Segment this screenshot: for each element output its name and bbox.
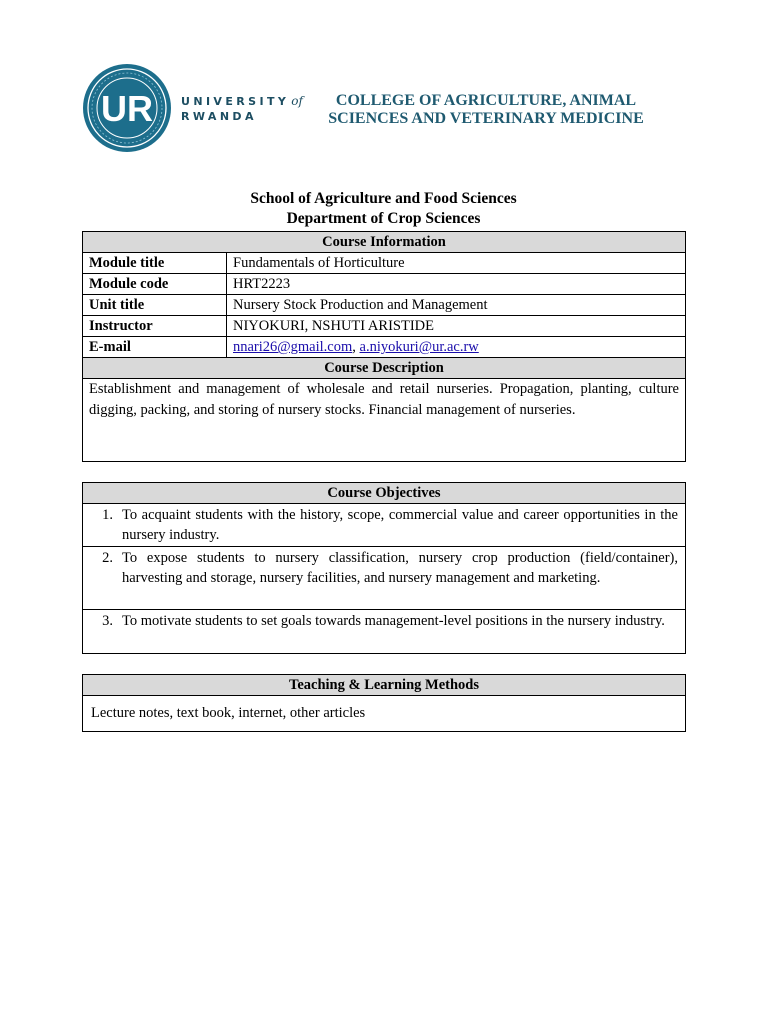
college-line-1: COLLEGE OF AGRICULTURE, ANIMAL bbox=[335, 92, 637, 109]
university-of: of bbox=[291, 94, 303, 108]
module-title-label: Module title bbox=[83, 253, 227, 274]
department-name: Department of Crop Sciences bbox=[286, 210, 481, 227]
teaching-methods-table bbox=[82, 674, 686, 732]
email-value bbox=[227, 337, 686, 358]
course-information-heading: Course Information bbox=[83, 232, 686, 253]
course-information-table bbox=[82, 231, 686, 462]
school-name: School of Agriculture and Food Sciences bbox=[250, 190, 517, 207]
college-line-2: SCIENCES AND VETERINARY MEDICINE bbox=[328, 110, 644, 127]
logo-letters: UR bbox=[101, 88, 153, 129]
instructor-value: NIYOKURI, NSHUTI ARISTIDE bbox=[227, 316, 686, 337]
school-heading bbox=[82, 189, 685, 229]
objective-text: To acquaint students with the history, scope, commercial value and career opportunities in the nursery industry. bbox=[122, 507, 678, 543]
university-word: UNIVERSITY bbox=[181, 95, 290, 108]
teaching-methods-heading: Teaching & Learning Methods bbox=[83, 675, 686, 696]
course-description-text: Establishment and management of wholesale and retail nurseries. Propagation, planting, culture digging, packing, and storing of nursery stocks. Financial management of nurseries. bbox=[83, 379, 686, 462]
objective-number: 3. bbox=[102, 613, 113, 629]
course-description-heading: Course Description bbox=[83, 358, 686, 379]
email-link-gmail[interactable]: nnari26@gmail.com bbox=[233, 339, 353, 355]
module-code-value: HRT2223 bbox=[227, 274, 686, 295]
teaching-methods-text: Lecture notes, text book, internet, other articles bbox=[83, 696, 686, 732]
instructor-label: Instructor bbox=[83, 316, 227, 337]
objective-number: 1. bbox=[102, 507, 113, 523]
objective-text: To expose students to nursery classification, nursery crop production (field/container), harvesting and storage, nursery facilities, and nursery management and marketing. bbox=[122, 550, 678, 586]
module-title-value: Fundamentals of Horticulture bbox=[227, 253, 686, 274]
email-link-ur[interactable]: a.niyokuri@ur.ac.rw bbox=[359, 339, 479, 355]
college-name bbox=[300, 92, 672, 128]
table-row bbox=[83, 316, 686, 337]
table-row bbox=[83, 253, 686, 274]
email-label: E-mail bbox=[83, 337, 227, 358]
objective-text: To motivate students to set goals towards management-level positions in the nursery industry. bbox=[122, 613, 665, 629]
table-row bbox=[83, 295, 686, 316]
university-of-rwanda-logo bbox=[82, 63, 172, 153]
list-item bbox=[83, 547, 686, 610]
objective-number: 2. bbox=[102, 550, 113, 566]
list-item bbox=[83, 610, 686, 654]
list-item bbox=[83, 504, 686, 547]
university-wordmark bbox=[181, 94, 303, 124]
email-separator: , bbox=[352, 339, 356, 355]
unit-title-label: Unit title bbox=[83, 295, 227, 316]
unit-title-value: Nursery Stock Production and Management bbox=[227, 295, 686, 316]
course-objectives-heading: Course Objectives bbox=[83, 483, 686, 504]
rwanda-word: RWANDA bbox=[181, 110, 257, 123]
table-row bbox=[83, 337, 686, 358]
table-row bbox=[83, 274, 686, 295]
module-code-label: Module code bbox=[83, 274, 227, 295]
course-objectives-table bbox=[82, 482, 686, 654]
